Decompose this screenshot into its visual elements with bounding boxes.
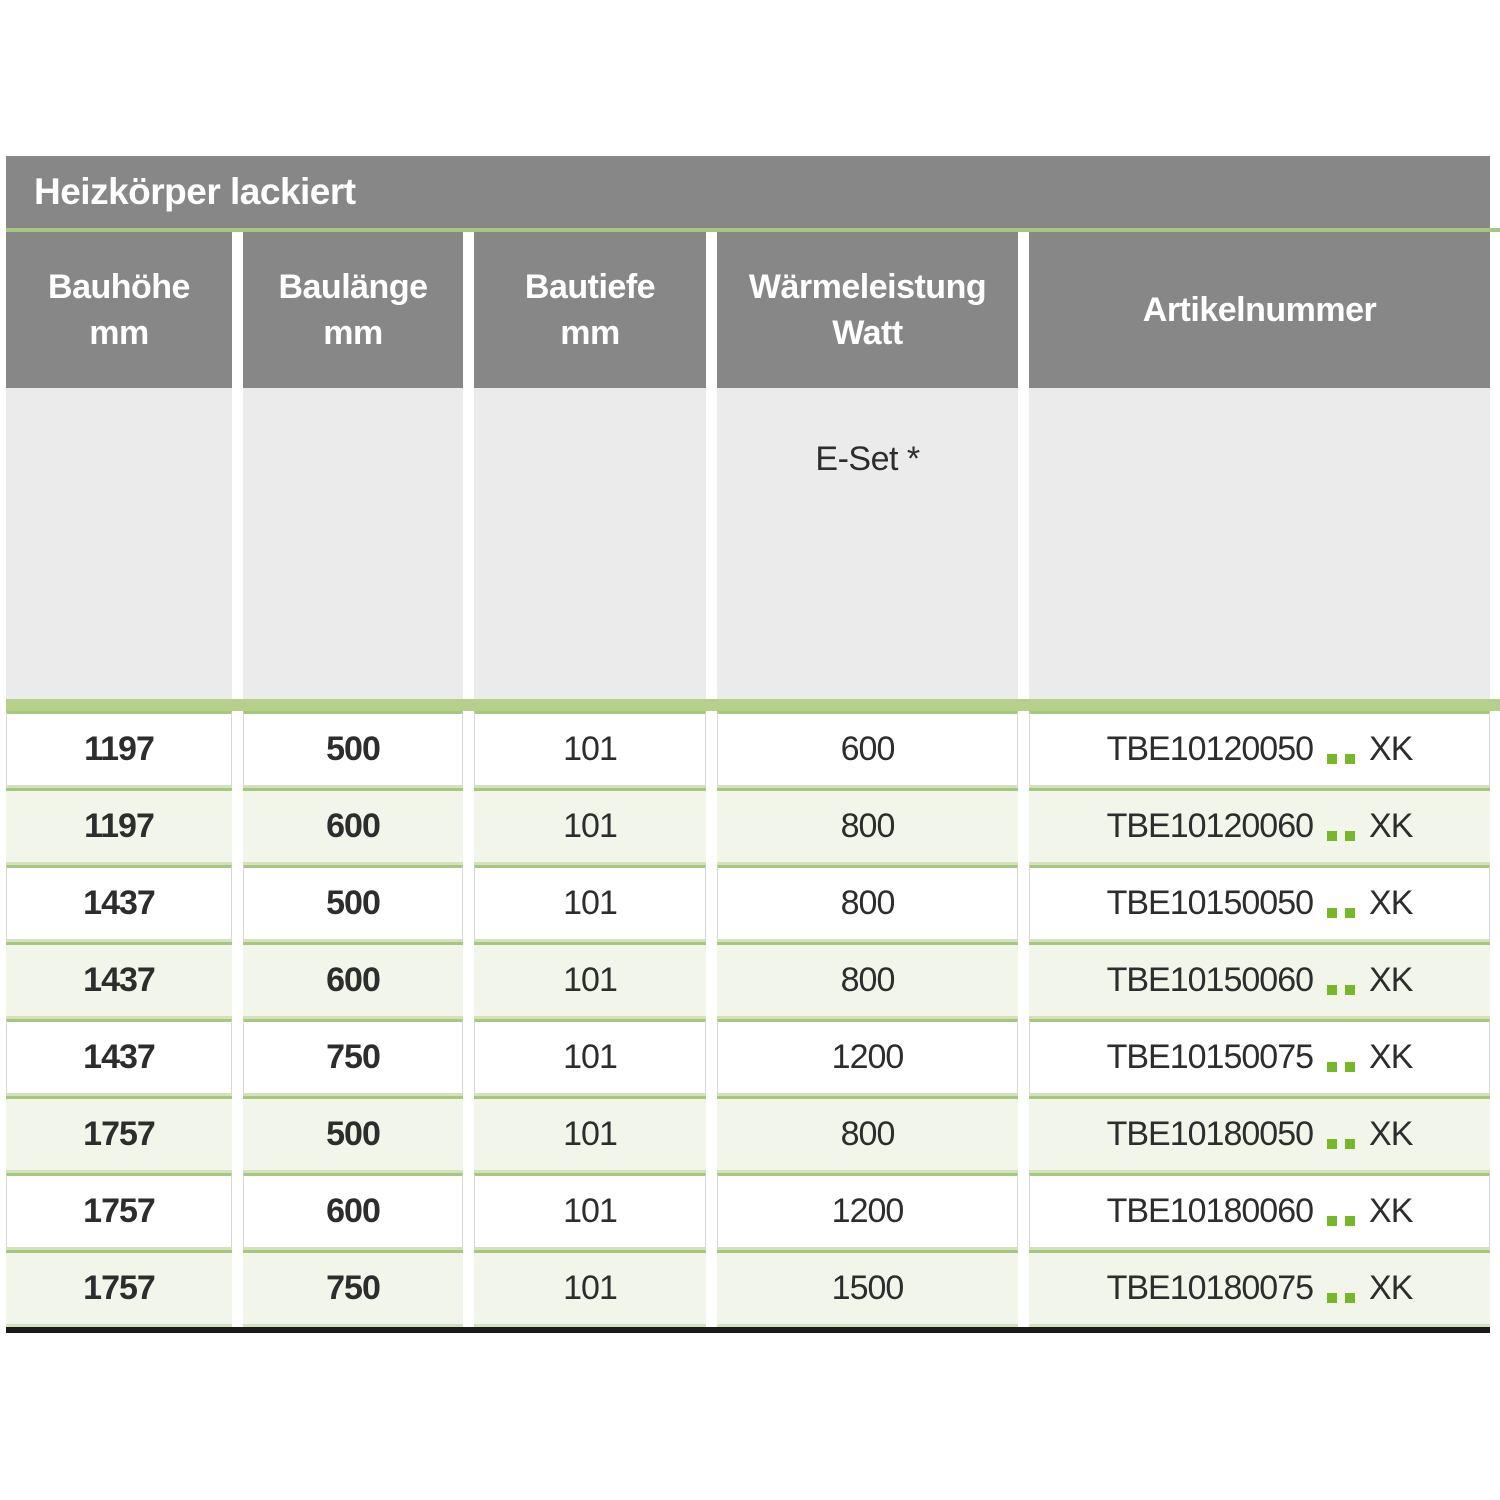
cell-bautiefe: 101	[474, 1173, 706, 1250]
cell-bauhoehe: 1757	[6, 1096, 232, 1173]
artikel-suffix: XK	[1369, 1115, 1413, 1153]
column-header-baulaenge	[243, 232, 463, 388]
column-header-label: Bautiefe	[524, 268, 656, 306]
dot-placeholder-icon	[1345, 831, 1355, 841]
artikel-code: TBE10180050	[1106, 1115, 1314, 1153]
cell-watt: 600	[717, 711, 1018, 788]
column-header-unit: Watt	[832, 314, 903, 352]
cell-baulaenge: 600	[243, 1173, 463, 1250]
subheader-cell-artikelnummer	[1029, 388, 1490, 699]
column-header-unit: mm	[89, 314, 149, 352]
cell-bauhoehe: 1197	[6, 788, 232, 865]
green-band-divider	[6, 699, 1500, 711]
cell-artikelnummer	[1029, 1096, 1490, 1173]
artikel-code: TBE10150050	[1106, 884, 1314, 922]
table-row	[6, 711, 1490, 788]
table-row	[6, 1096, 1490, 1173]
table-row	[6, 942, 1490, 1019]
artikel-suffix: XK	[1369, 1269, 1413, 1307]
column-header-unit: mm	[560, 314, 620, 352]
cell-baulaenge: 750	[243, 1250, 463, 1327]
column-header-label: Bauhöhe	[48, 268, 190, 306]
artikel-code: TBE10150075	[1106, 1038, 1314, 1076]
table-row	[6, 1173, 1490, 1250]
cell-bauhoehe: 1197	[6, 711, 232, 788]
dot-placeholder-icon	[1327, 1216, 1337, 1226]
column-header-label: Baulänge	[278, 268, 428, 306]
cell-artikelnummer	[1029, 711, 1490, 788]
cell-baulaenge: 750	[243, 1019, 463, 1096]
column-header-bautiefe	[474, 232, 706, 388]
cell-baulaenge: 600	[243, 788, 463, 865]
cell-baulaenge: 500	[243, 711, 463, 788]
cell-bauhoehe: 1757	[6, 1173, 232, 1250]
cell-watt: 800	[717, 865, 1018, 942]
column-header-unit: mm	[323, 314, 383, 352]
artikel-code: TBE10180060	[1106, 1192, 1314, 1230]
dot-placeholder-icon	[1327, 831, 1337, 841]
table-title-band	[6, 156, 1490, 228]
cell-watt: 800	[717, 942, 1018, 1019]
column-header-waermeleistung	[717, 232, 1018, 388]
subheader-cell-bautiefe	[474, 388, 706, 699]
artikel-suffix: XK	[1369, 730, 1413, 768]
cell-bautiefe: 101	[474, 865, 706, 942]
cell-watt: 1500	[717, 1250, 1018, 1327]
subheader-row	[6, 388, 1490, 699]
cell-baulaenge: 600	[243, 942, 463, 1019]
artikel-suffix: XK	[1369, 884, 1413, 922]
cell-watt: 1200	[717, 1019, 1018, 1096]
product-table	[6, 156, 1490, 1333]
dot-placeholder-icon	[1327, 1062, 1337, 1072]
column-header-artikelnummer	[1029, 232, 1490, 388]
cell-bautiefe: 101	[474, 1250, 706, 1327]
cell-bautiefe: 101	[474, 788, 706, 865]
dot-placeholder-icon	[1345, 908, 1355, 918]
cell-baulaenge: 500	[243, 865, 463, 942]
dot-placeholder-icon	[1327, 908, 1337, 918]
cell-artikelnummer	[1029, 1250, 1490, 1327]
eset-label: E-Set *	[815, 440, 920, 478]
column-header-label: Wärmeleistung	[748, 268, 987, 306]
artikel-code: TBE10150060	[1106, 961, 1314, 999]
dot-placeholder-icon	[1345, 985, 1355, 995]
table-row	[6, 788, 1490, 865]
table-bottom-border	[6, 1327, 1490, 1333]
dot-placeholder-icon	[1327, 985, 1337, 995]
cell-bautiefe: 101	[474, 1019, 706, 1096]
table-row	[6, 1019, 1490, 1096]
artikel-code: TBE10120050	[1106, 730, 1314, 768]
artikel-suffix: XK	[1369, 1038, 1413, 1076]
cell-bautiefe: 101	[474, 1096, 706, 1173]
dot-placeholder-icon	[1345, 1139, 1355, 1149]
cell-baulaenge: 500	[243, 1096, 463, 1173]
table-title: Heizkörper lackiert	[34, 171, 356, 212]
cell-artikelnummer	[1029, 865, 1490, 942]
cell-artikelnummer	[1029, 1173, 1490, 1250]
artikel-code: TBE10180075	[1106, 1269, 1314, 1307]
table-row	[6, 1250, 1490, 1327]
table-row	[6, 865, 1490, 942]
subheader-cell-bauhoehe	[6, 388, 232, 699]
cell-artikelnummer	[1029, 1019, 1490, 1096]
column-header-row	[6, 232, 1490, 388]
dot-placeholder-icon	[1345, 1216, 1355, 1226]
dot-placeholder-icon	[1327, 754, 1337, 764]
artikel-suffix: XK	[1369, 1192, 1413, 1230]
cell-bautiefe: 101	[474, 942, 706, 1019]
artikel-suffix: XK	[1369, 807, 1413, 845]
subheader-cell-baulaenge	[243, 388, 463, 699]
cell-bauhoehe: 1437	[6, 1019, 232, 1096]
artikel-code: TBE10120060	[1106, 807, 1314, 845]
cell-watt: 800	[717, 1096, 1018, 1173]
dot-placeholder-icon	[1345, 1293, 1355, 1303]
subheader-cell-eset	[717, 388, 1018, 699]
cell-bauhoehe: 1437	[6, 865, 232, 942]
dot-placeholder-icon	[1345, 1062, 1355, 1072]
cell-bauhoehe: 1437	[6, 942, 232, 1019]
cell-watt: 1200	[717, 1173, 1018, 1250]
cell-bauhoehe: 1757	[6, 1250, 232, 1327]
cell-artikelnummer	[1029, 788, 1490, 865]
cell-watt: 800	[717, 788, 1018, 865]
artikel-suffix: XK	[1369, 961, 1413, 999]
column-header-label: Artikelnummer	[1142, 291, 1377, 329]
dot-placeholder-icon	[1327, 1293, 1337, 1303]
cell-bautiefe: 101	[474, 711, 706, 788]
dot-placeholder-icon	[1345, 754, 1355, 764]
cell-artikelnummer	[1029, 942, 1490, 1019]
column-header-bauhoehe	[6, 232, 232, 388]
dot-placeholder-icon	[1327, 1139, 1337, 1149]
